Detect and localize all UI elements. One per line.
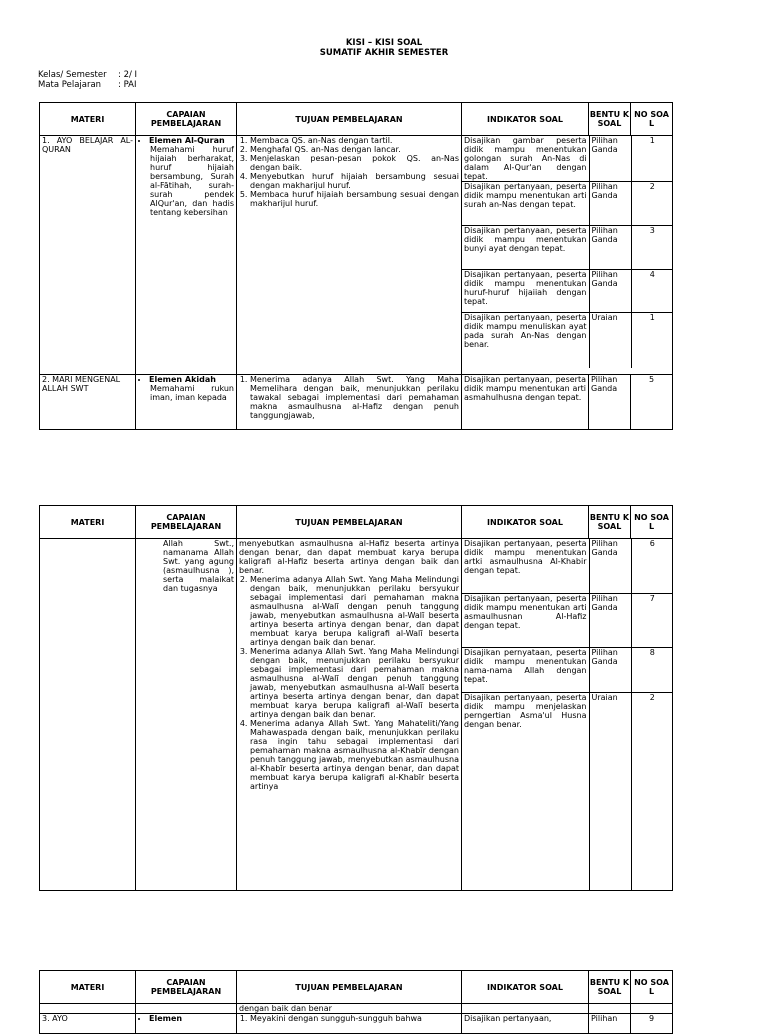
table-row [462,313,673,368]
meta-kelas-value: : 2/ I [118,70,138,80]
indikator-cell [462,1004,589,1014]
table-header-row [40,971,673,1004]
tujuan-continued: menyebutkan asmaulhusna al-Hafiz beserta artinya dengan benar, dan dapat membuat karya berupa kaligrafi al-Hafiz beserta artinya dengan baik dan benar. [239,539,459,575]
header-indikator: INDIKATOR SOAL [462,971,589,1004]
materi-cell: 1. AYO BELAJAR AL- QURAN [40,136,136,375]
materi-text: 2. MARI MENGENAL ALLAH SWT [42,375,121,393]
tujuan-item: 4. Menerima adanya Allah Swt. Yang Mahateliti/Yang Mahawaspada dengan baik, menunjukkan perilaku rasa ingin tahu sebagai implementasi dari pemahaman makna asmaulhusna al-Khabīr dengan penuh tanggung jawab, menyebutkan asmaulhusna al-Khabīr beserta artinya dengan benar, dan dapat membuat karya berupa kaligrafi al-Khabīr beserta artinya [250,719,459,791]
indikator-cell: Disajikan pertanyaan, peserta didik mampu menentukan huruf-huruf hijaiiah dengan tepat. [462,270,589,313]
no-cell: 8 [631,647,673,692]
capaian-list [138,136,234,145]
no-cell [631,1004,673,1014]
materi-cell [40,375,136,430]
capaian-element-title: • Elemen Al-Quran [149,136,234,145]
header-capaian: CAPAIAN PEMBELAJARAN [136,506,237,539]
header-materi: MATERI [40,103,136,136]
header-tujuan: TUJUAN PEMBELAJARAN [237,506,462,539]
table-row [40,539,673,891]
tujuan-item: 3. Menerima adanya Allah Swt. Yang Maha Melindungi dengan baik, menunjukkan perilaku bersyukur sebagai implementasi dari pemahaman makna asmaulhusna al-Walī dengan penuh tanggung jawab, menyebutkan asmaulhusna al-Walī beserta artinya beserta artinya dengan benar, dan dapat membuat karya berupa kaligrafi al-Walī beserta artinya dengan baik dan benar. [250,647,459,719]
header-no: NO SOA L [631,103,673,136]
kisi-table-2 [39,505,673,891]
no-cell: 1 [631,313,673,368]
table-header-row [40,506,673,539]
capaian-cell [136,375,237,430]
no-cell: 7 [631,593,673,647]
indikator-cell: Disajikan pernyataan, peserta didik mampu menentukan nama-nama Allah dengan tepat. [462,647,589,692]
capaian-cell [136,1004,237,1014]
table-row [462,270,673,313]
table-row [40,1004,673,1014]
indikator-cell: Disajikan pertanyaan, peserta didik mampu menentukan arti surah an-Nas dengan tepat. [462,182,589,226]
tujuan-item: 2. Menghafal QS. an-Nas dengan lancar. [250,145,459,154]
bentuk-cell: Pilihan Ganda [589,647,631,692]
bentuk-cell: Pilihan Ganda [589,375,631,430]
meta-kelas [38,70,137,80]
tujuan-item: 2. Menerima adanya Allah Swt. Yang Maha Melindungi dengan baik, menunjukkan perilaku bersyukur sebagai implementasi dari pemahaman makna asmaulhusna al-Walī dengan penuh tanggung jawab, menyebutkan asmaulhusna al-Walī beserta artinya beserta artinya dengan benar, dan dapat membuat karya berupa kaligrafi al-Walī beserta artinya dengan baik dan benar. [250,575,459,647]
no-cell: 2 [631,692,673,890]
capaian-list [138,1014,234,1023]
tujuan-item: 1. Menerima adanya Allah Swt. Yang Maha Memelihara dengan baik, menunjukkan perilaku tawakal sebagai implementasi dari pemahaman makna asmaulhusna al-Hafiz dengan penuh tanggungjawab, [250,375,459,420]
header-tujuan: TUJUAN PEMBELAJARAN [237,971,462,1004]
table-row [40,375,673,430]
kisi-table-1 [39,102,673,430]
tujuan-cell: dengan baik dan benar [237,1004,462,1014]
tujuan-list [239,136,459,208]
materi-cell [40,539,136,891]
header-materi: MATERI [40,971,136,1004]
bentuk-cell: Pilihan Ganda [589,593,631,647]
tujuan-item: 4. Menyebutkan huruf hijaiah bersambung sesuai dengan makharijul huruf. [250,172,459,190]
capaian-text: Allah Swt., namanama Allah Swt. yang agung (asmaulhusna ), serta malaikat dan tugasnya [163,539,234,593]
tujuan-list [239,575,459,791]
no-cell: 5 [631,375,673,430]
tujuan-item: 5. Membaca huruf hijaiah bersambung sesuai dengan makharijul huruf. [250,190,459,208]
indikator-cell: Disajikan pertanyaan, peserta didik mampu menentukan bunyi ayat dengan tepat. [462,226,589,270]
header-indikator: INDIKATOR SOAL [462,506,589,539]
header-capaian: CAPAIAN PEMBELAJARAN [136,103,237,136]
capaian-text: Memahami huruf hijaiah berharakat, huruf hijaiah bersambung, Surah al-Fātihah, surah-surah pendek AlQur'an, dan hadis tentang kebersihan [150,145,234,217]
indikator-cell: Disajikan gambar peserta didik mampu menentukan golongan surah An-Nas di dalam Al-Qur'an dengan tepat. [462,136,589,182]
no-cell: 9 [631,1014,673,1034]
tujuan-list [239,375,459,420]
bentuk-cell: Pilihan Ganda [589,539,631,593]
table-row [462,692,673,890]
meta-kelas-label: Kelas/ Semester [38,70,107,80]
meta-mapel-label: Mata Pelajaran [38,80,102,90]
tujuan-cell [237,539,462,891]
table-row [462,136,673,182]
table-row [40,136,673,375]
header-bentuk: BENTU K SOAL [589,971,631,1004]
table-row [462,226,673,270]
table-row [462,182,673,226]
no-cell: 3 [631,226,673,270]
header-no: NO SOA L [631,506,673,539]
bentuk-cell: Pilihan Ganda [589,270,631,313]
header-bentuk: BENTU K SOAL [589,103,631,136]
table-row [462,539,673,593]
capaian-cell [136,539,237,891]
indikator-cell: Disajikan pertanyaan, [462,1014,589,1034]
header-indikator: INDIKATOR SOAL [462,103,589,136]
tujuan-cell [237,136,462,375]
bentuk-cell: Pilihan Ganda [589,136,631,182]
meta-mapel-value: : PAI [118,80,137,90]
materi-cell: 3. AYO [40,1014,136,1034]
capaian-element-title: • Elemen [149,1014,234,1023]
indikator-subtable [462,136,673,368]
materi-cell [40,1004,136,1014]
indikator-subtable [462,539,673,890]
indikator-group [462,136,673,375]
indikator-cell: Disajikan pertanyaan, peserta didik mampu menentukan arti asmahulhusna dengan tepat. [462,375,589,430]
meta-mapel [38,80,136,90]
bentuk-cell: Pilihan Ganda [589,226,631,270]
header-no: NO SOA L [631,971,673,1004]
bentuk-cell: Pilihan Ganda [589,182,631,226]
bentuk-cell [589,1004,631,1014]
tujuan-item: 1. Membaca QS. an-Nas dengan tartil. [250,136,459,145]
capaian-cell [136,136,237,375]
header-bentuk: BENTU K SOAL [589,506,631,539]
table-row [462,647,673,692]
indikator-cell: Disajikan pertanyaan, peserta didik mampu menentukan arti asmaulhusnan Al-Hafiz dengan tepat. [462,593,589,647]
indikator-group [462,539,673,891]
indikator-cell: Disajikan pertanyaan, peserta didik mampu menentukan artki asmaulhusna Al-Khabir dengan tepat. [462,539,589,593]
bentuk-cell: Uraian [589,692,631,890]
bentuk-cell: Pilihan [589,1014,631,1034]
tujuan-cell [237,375,462,430]
tujuan-list [239,1014,459,1023]
no-cell: 1 [631,136,673,182]
kisi-table-3 [39,970,673,1034]
header-tujuan: TUJUAN PEMBELAJARAN [237,103,462,136]
header-materi: MATERI [40,506,136,539]
indikator-cell: Disajikan pertanyaan, peserta didik mampu menuliskan ayat pada surah An-Nas dengan benar. [462,313,589,368]
no-cell: 6 [631,539,673,593]
table-row [462,593,673,647]
header-capaian: CAPAIAN PEMBELAJARAN [136,971,237,1004]
no-cell: 2 [631,182,673,226]
no-cell: 4 [631,270,673,313]
capaian-list [138,375,234,384]
table-header-row [40,103,673,136]
bentuk-cell: Uraian [589,313,631,368]
tujuan-item: 3. Menjelaskan pesan-pesan pokok QS. an-Nas dengan baik. [250,154,459,172]
indikator-cell: Disajikan pertanyaan, peserta didik mampu menjelaskan perngertian Asma'ul Husna dengan benar. [462,692,589,890]
capaian-element-title: • Elemen Akidah [149,375,234,384]
capaian-text: Memahami rukun iman, iman kepada [150,384,234,402]
document-subtitle: SUMATIF AKHIR SEMESTER [319,48,449,58]
tujuan-item: 1. Meyakini dengan sungguh-sungguh bahwa [250,1014,459,1023]
document-title: KISI – KISI SOAL [345,38,423,48]
